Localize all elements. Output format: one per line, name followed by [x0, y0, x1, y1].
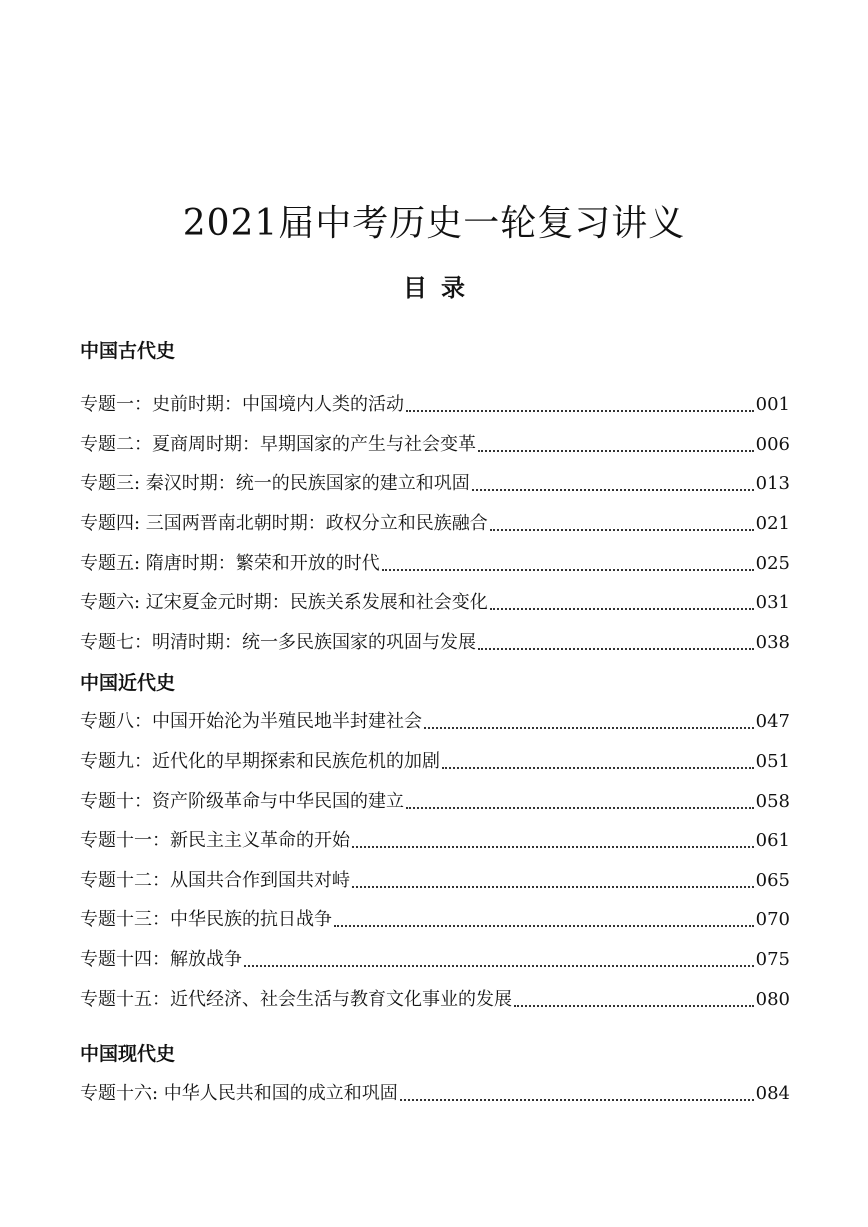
toc-entry[interactable] — [80, 432, 790, 458]
toc-entry[interactable] — [80, 471, 790, 497]
dot-leader — [424, 727, 754, 729]
toc-entry-page: 065 — [755, 870, 790, 891]
toc-entry-label: 专题七：明清时期：统一多民族国家的巩固与发展 — [80, 632, 476, 653]
dot-leader — [478, 648, 754, 650]
document-title: 2021届中考历史一轮复习讲义 — [182, 203, 686, 244]
toc-entry-label: 专题五: 隋唐时期：繁荣和开放的时代 — [80, 553, 380, 574]
toc-entry[interactable] — [80, 987, 790, 1013]
toc-entry-page: 075 — [755, 949, 790, 970]
toc-entry-label: 专题四: 三国两晋南北朝时期：政权分立和民族融合 — [80, 513, 488, 534]
dot-leader — [514, 1005, 754, 1007]
dot-leader — [244, 965, 754, 967]
toc-entry-page: 061 — [755, 830, 790, 851]
toc-entry-page: 084 — [755, 1083, 790, 1104]
toc-entry-page: 070 — [755, 909, 790, 930]
section-heading-modern: 中国近代史 — [80, 672, 176, 694]
toc-entry-label: 专题十二：从国共合作到国共对峙 — [80, 870, 350, 891]
toc-entry[interactable] — [80, 789, 790, 815]
toc-entry[interactable] — [80, 1081, 790, 1107]
toc-entry[interactable] — [80, 630, 790, 656]
toc-entry[interactable] — [80, 392, 790, 418]
toc-entry-label: 专题三: 秦汉时期：统一的民族国家的建立和巩固 — [80, 473, 470, 494]
toc-entry-label: 专题十三：中华民族的抗日战争 — [80, 909, 332, 930]
dot-leader — [352, 846, 754, 848]
toc-heading — [0, 268, 868, 308]
toc-entry-page: 047 — [755, 711, 790, 732]
dot-leader — [334, 925, 754, 927]
dot-leader — [490, 608, 754, 610]
toc-entry-page: 025 — [755, 553, 790, 574]
toc-entry[interactable] — [80, 749, 790, 775]
dot-leader — [478, 450, 754, 452]
toc-entry[interactable] — [80, 947, 790, 973]
toc-entry[interactable] — [80, 868, 790, 894]
toc-entry-page: 051 — [755, 751, 790, 772]
toc-entry-page: 031 — [755, 592, 790, 613]
toc-entry-label: 专题十六: 中华人民共和国的成立和巩固 — [80, 1083, 398, 1104]
toc-entry[interactable] — [80, 590, 790, 616]
dot-leader — [472, 489, 754, 491]
toc-entry[interactable] — [80, 907, 790, 933]
toc-entry-page: 013 — [755, 473, 790, 494]
toc-entry[interactable] — [80, 551, 790, 577]
toc-entry-label: 专题八：中国开始沦为半殖民地半封建社会 — [80, 711, 422, 732]
toc-entry[interactable] — [80, 511, 790, 537]
toc-entry-page: 001 — [755, 394, 790, 415]
toc-entry[interactable] — [80, 828, 790, 854]
section-heading-contemporary: 中国现代史 — [80, 1043, 176, 1065]
dot-leader — [400, 1099, 754, 1101]
toc-entry-label: 专题九：近代化的早期探索和民族危机的加剧 — [80, 751, 440, 772]
toc-entry-label: 专题一：史前时期：中国境内人类的活动 — [80, 394, 404, 415]
dot-leader — [442, 767, 754, 769]
toc-entry-page: 038 — [755, 632, 790, 653]
toc-entry-label: 专题十四：解放战争 — [80, 949, 242, 970]
toc-entry-page: 021 — [755, 513, 790, 534]
toc-entry-page: 006 — [755, 434, 790, 455]
toc-entry-page: 080 — [755, 989, 790, 1010]
toc-entry-label: 专题十一：新民主主义革命的开始 — [80, 830, 350, 851]
toc-heading-char-1: 目 — [403, 274, 427, 302]
dot-leader — [406, 807, 754, 809]
toc-entry-label: 专题十：资产阶级革命与中华民国的建立 — [80, 791, 404, 812]
toc-entry-label: 专题十五：近代经济、社会生活与教育文化事业的发展 — [80, 989, 512, 1010]
dot-leader — [352, 886, 754, 888]
toc-entry[interactable] — [80, 709, 790, 735]
toc-entry-page: 058 — [755, 791, 790, 812]
toc-heading-char-2: 录 — [441, 274, 465, 302]
toc-entry-label: 专题六: 辽宋夏金元时期：民族关系发展和社会变化 — [80, 592, 488, 613]
dot-leader — [382, 569, 754, 571]
dot-leader — [490, 529, 754, 531]
toc-entry-label: 专题二：夏商周时期：早期国家的产生与社会变革 — [80, 434, 476, 455]
section-heading-ancient: 中国古代史 — [80, 340, 176, 362]
dot-leader — [406, 410, 754, 412]
